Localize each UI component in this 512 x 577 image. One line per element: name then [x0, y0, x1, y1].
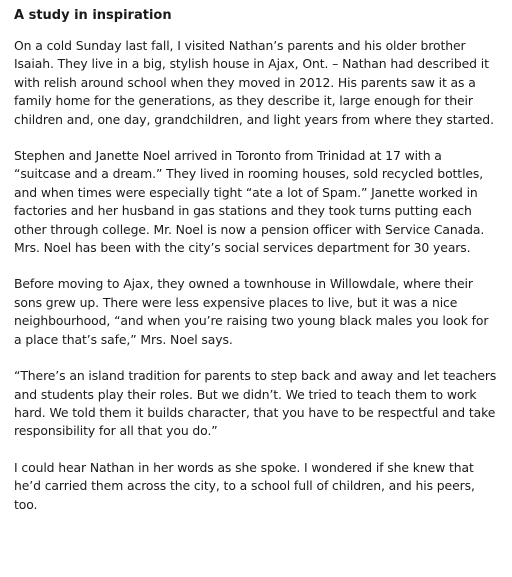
article-title: A study in inspiration	[14, 8, 172, 23]
paragraph-4: “There’s an island tradition for parents to step back and away and let teachers and students play their roles. But we didn’t. We tried to teach them to work hard. We told them it builds character, that you have to be respectful and take responsibility for all that you do.”	[14, 368, 497, 439]
paragraph-5: I could hear Nathan in her words as she spoke. I wondered if she knew that he’d carried them across the city, to a school full of children, and his peers, too.	[14, 459, 475, 512]
paragraph-2: Stephen and Janette Noel arrived in Toronto from Trinidad at 17 with a “suitcase and a dream.” They lived in rooming houses, sold recycled bottles, and when times were especially tight “ate a lot of Spam.” Janette worked in factories and her husband in gas stations and they took turns putting each other through college. Mr. Noel is now a pension officer with Service Canada. Mrs. Noel has been with the city’s social services department for 30 years.	[14, 148, 485, 256]
paragraph-3: Before moving to Ajax, they owned a townhouse in Willowdale, where their sons grew up. There were less expensive places to live, but it was a nice neighbourhood, “and when you’re raising two young black males you look for a place that’s safe,” Mrs. Noel says.	[14, 276, 489, 347]
paragraph-1: On a cold Sunday last fall, I visited Nathan’s parents and his older brother Isaiah. They live in a big, stylish house in Ajax, Ont. – Nathan had described it with relish around school when they moved in 2012. His parents saw it as a family home for the generations, as they describe it, large enough for their children and, one day, grandchildren, and light years from where they started.	[14, 38, 494, 127]
